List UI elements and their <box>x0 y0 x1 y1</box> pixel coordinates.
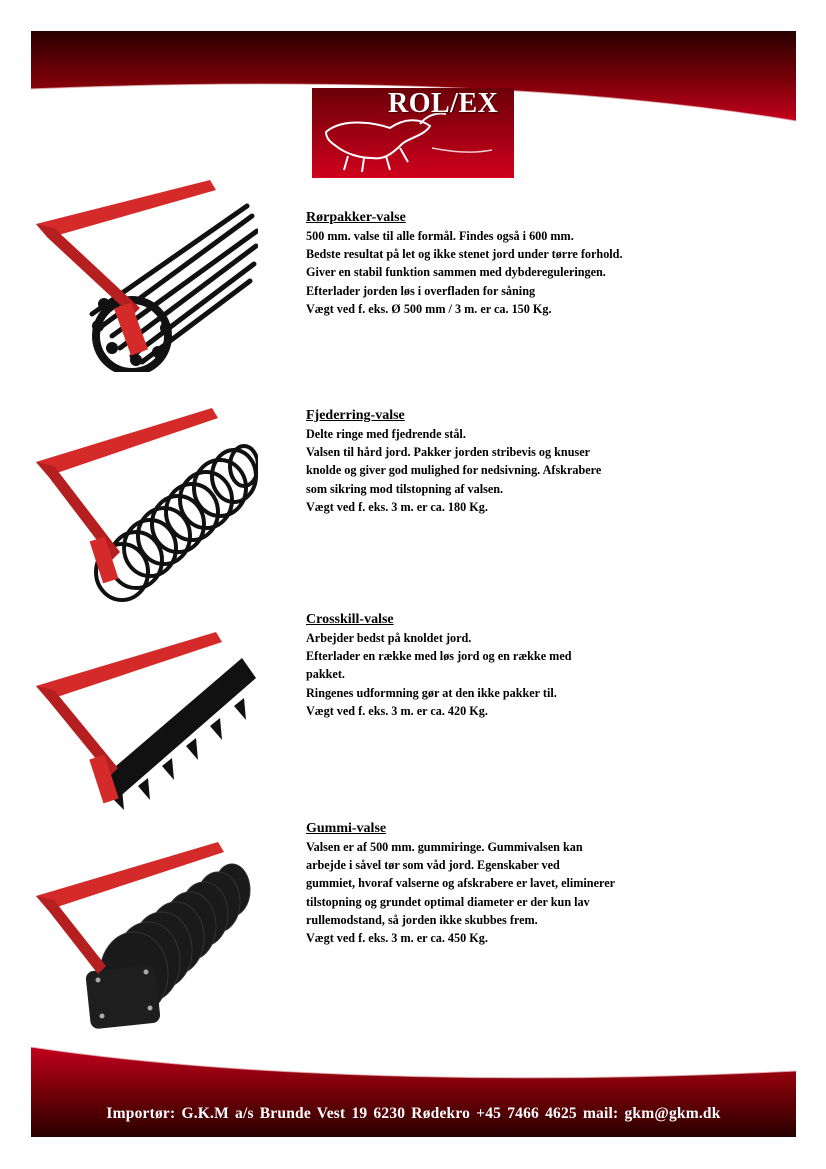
footer-banner <box>31 1047 796 1137</box>
product-line: Vægt ved f. eks. 3 m. er ca. 180 Kg. <box>306 499 488 514</box>
product-section-fjederring <box>306 407 686 516</box>
product-title: Fjederring-valse <box>306 408 405 423</box>
product-line: som sikring mod tilstopning af valsen. <box>306 481 504 496</box>
product-section-rorpakker <box>306 209 686 318</box>
product-line: Vægt ved f. eks. Ø 500 mm / 3 m. er ca. 150 Kg. <box>306 301 552 316</box>
crosskill-roller-image <box>32 628 258 816</box>
logo-text: ROL/EX <box>388 88 499 119</box>
product-line: pakket. <box>306 667 345 682</box>
product-line: Giver en stabil funktion sammen med dybdereguleringen. <box>306 265 606 280</box>
product-line: Bedste resultat på let og ikke stenet jord under tørre forhold. <box>306 247 623 262</box>
product-line: tilstopning og grundet optimal diameter er der kun lav <box>306 894 590 909</box>
product-line: 500 mm. valse til alle formål. Findes også i 600 mm. <box>306 229 574 243</box>
product-line: rullemodstand, så jorden ikke skubbes frem. <box>306 912 538 927</box>
product-line: gummiet, hvoraf valserne og afskrabere er lavet, eliminerer <box>306 876 616 891</box>
product-title: Crosskill-valse <box>306 612 394 627</box>
product-line: Valsen til hård jord. Pakker jorden stribevis og knuser <box>306 445 591 460</box>
product-title: Gummi-valse <box>306 821 387 836</box>
product-line: Efterlader jorden løs i overfladen for såning <box>306 283 536 298</box>
product-section-gummi <box>306 820 686 947</box>
product-line: Valsen er af 500 mm. gummiringe. Gummivalsen kan <box>306 840 583 854</box>
product-line: Arbejder bedst på knoldet jord. <box>306 631 472 645</box>
product-line: knolde og giver god mulighed for nedsivning. Afskrabere <box>306 463 602 478</box>
footer-contact: Importør: G.K.M a/s Brunde Vest 19 6230 Rødekro +45 7466 4625 mail: gkm@gkm.dk <box>106 1105 721 1122</box>
rorpakker-roller-image <box>32 176 258 372</box>
product-line: Ringenes udformning gør at den ikke pakker til. <box>306 685 557 700</box>
product-line: Vægt ved f. eks. 3 m. er ca. 450 Kg. <box>306 931 488 946</box>
product-line: arbejde i såvel tør som våd jord. Egenskaber ved <box>306 858 560 873</box>
product-line: Efterlader en række med løs jord og en række med <box>306 649 572 664</box>
product-line: Delte ringe med fjedrende stål. <box>306 427 466 441</box>
product-title: Rørpakker-valse <box>306 210 406 225</box>
gummi-roller-image <box>32 838 262 1034</box>
product-section-crosskill <box>306 611 686 720</box>
product-line: Vægt ved f. eks. 3 m. er ca. 420 Kg. <box>306 703 488 718</box>
fjederring-roller-image <box>32 404 258 604</box>
